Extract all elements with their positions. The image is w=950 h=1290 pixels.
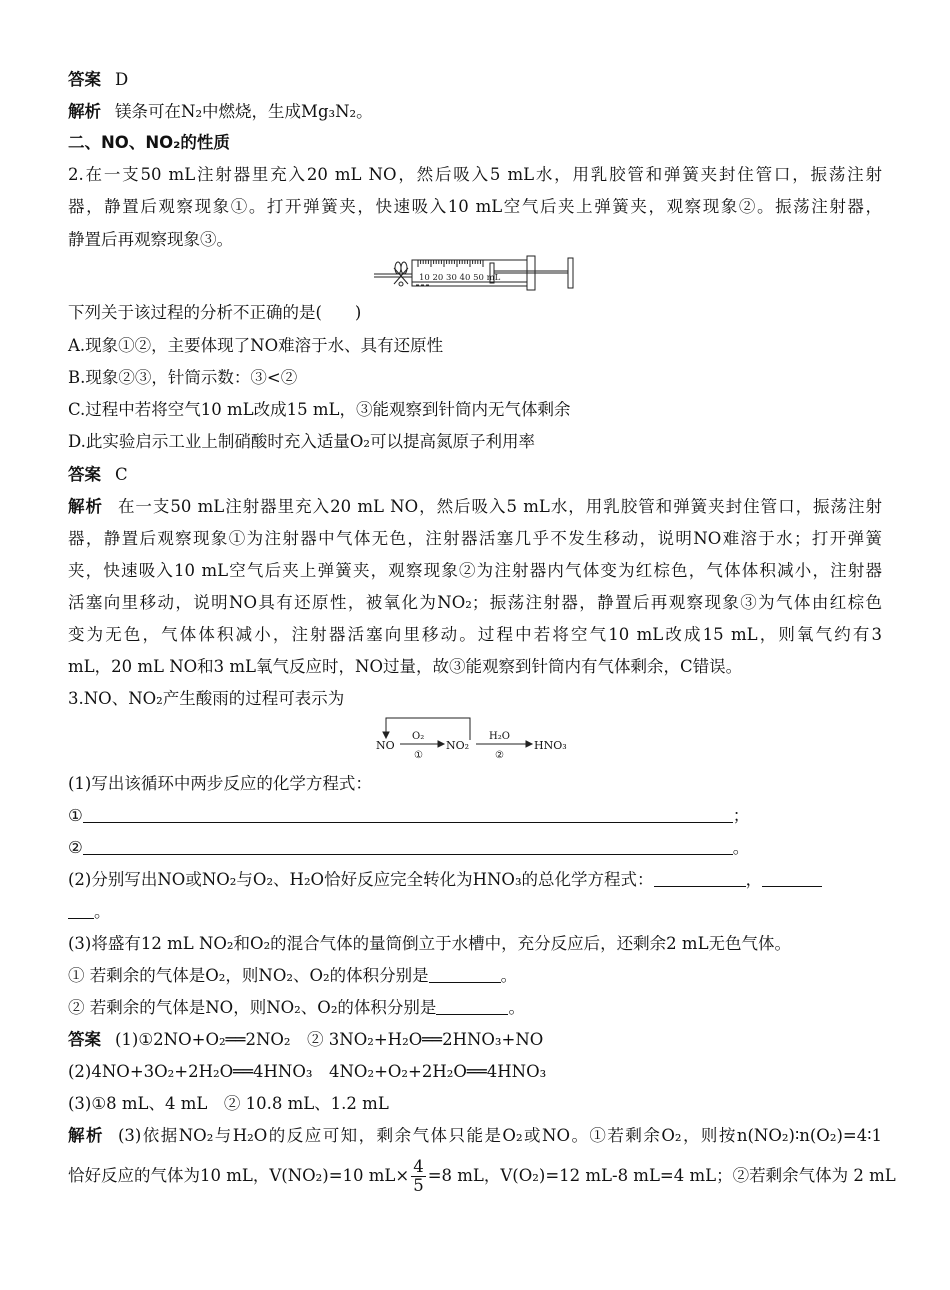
q1-answer-line: [68, 68, 882, 92]
q2-analysis-line-2: 器，静置后观察现象①为注射器中气体无色，注射器活塞几乎不发生移动，说明NO难溶于水；打开弹簧: [68, 529, 882, 548]
diagram-o2: O₂: [412, 731, 425, 742]
q2-stem-line-2: 器，静置后观察现象①。打开弹簧夹，快速吸入10 mL空气后夹上弹簧夹，观察现象②。振荡注射器，: [68, 197, 882, 216]
q2-option-d: D.此实验启示工业上制硝酸时充入适量O₂可以提高氮原子利用率: [68, 432, 536, 451]
diagram-hno3: HNO₃: [534, 739, 567, 752]
q1-analysis-line: [68, 100, 882, 124]
q3-analysis-line-1: 解析 (3)依据NO₂与H₂O的反应可知，剩余气体只能是O₂或NO。①若剩余O₂，则按n(NO₂)∶n(O₂)=4∶1: [68, 1126, 882, 1145]
diagram-no: NO: [376, 739, 395, 752]
q2-option-b: B.现象②③，针筒示数：③<②: [68, 368, 298, 387]
q2-analysis-line-6: mL，20 mL NO和3 mL氧气反应时，NO过量，故③能观察到针筒内有气体剩余，C错误。: [68, 657, 743, 676]
answer-blank[interactable]: [436, 998, 508, 1015]
fraction: $\frac{4}{5}$: [413, 1157, 424, 1195]
syringe-scale-label: 10 20 30 40 50 mL: [419, 273, 501, 283]
answer-blank[interactable]: [68, 902, 94, 919]
q3-answer-line-2: (2)4NO+3O₂+2H₂O══4HNO₃ 4NO₂+O₂+2H₂O══4HNO₃: [68, 1062, 547, 1081]
q1-analysis: 镁条可在N₂中燃烧，生成Mg₃N₂。: [115, 102, 373, 121]
answer-blank[interactable]: [83, 838, 733, 855]
q2-option-a: A.现象①②，主要体现了NO难溶于水、具有还原性: [68, 336, 444, 355]
answer-blank[interactable]: [654, 870, 746, 887]
answer-blank[interactable]: [429, 966, 501, 983]
diagram-h2o: H₂O: [489, 731, 510, 742]
q2-answer: C: [115, 465, 128, 484]
syringe-figure: [372, 254, 582, 294]
q3-analysis-line-2: 恰好反应的气体为10 mL，V(NO₂)=10 mL× $\frac{4}{5}$ =8 mL，V(O₂)=12 mL-8 mL=4 mL；②若剩余气体为 2 mL: [68, 1157, 896, 1195]
q2-stem-line-1: 2.在一支50 mL注射器里充入20 mL NO，然后吸入5 mL水，用乳胶管和弹簧夹封住管口，振荡注射: [68, 165, 882, 184]
answer-blank[interactable]: [83, 806, 733, 823]
q1-answer: D: [115, 70, 129, 89]
answer-label: 答案: [68, 465, 101, 484]
q2-analysis-line-3: 夹，快速吸入10 mL空气后夹上弹簧夹，观察现象②为注射器内气体变为红棕色，气体体积减小，注射器: [68, 561, 882, 580]
q3-part1-blank-1: ① ；: [68, 806, 750, 825]
q3-part3-1: ① 若剩余的气体是O₂，则NO₂、O₂的体积分别是 。: [68, 966, 518, 985]
q3-part1-blank-2: ② 。: [68, 838, 750, 857]
q3-part3-2: ② 若剩余的气体是NO，则NO₂、O₂的体积分别是 。: [68, 998, 525, 1017]
q3-part2-cont: 。: [68, 900, 882, 924]
q3-stem: 3.NO、NO₂产生酸雨的过程可表示为: [68, 689, 345, 708]
q3-part3: (3)将盛有12 mL NO₂和O₂的混合气体的量筒倒立于水槽中，充分反应后，还剩余2 mL无色气体。: [68, 934, 792, 953]
q2-analysis-line-1: [68, 495, 882, 519]
diagram-step2: ②: [495, 750, 504, 761]
q2-answer-line: [68, 463, 882, 487]
diagram-step1: ①: [414, 750, 423, 761]
q3-part2: (2)分别写出NO或NO₂与O₂、H₂O恰好反应完全转化为HNO₃的总化学方程式： ，: [68, 868, 882, 892]
q3-answer-line-1: 答案 (1)①2NO+O₂══2NO₂ ② 3NO₂+H₂O══2HNO₃+NO: [68, 1030, 544, 1049]
q3-part1: (1)写出该循环中两步反应的化学方程式：: [68, 774, 372, 793]
analysis-label: 解析: [68, 497, 103, 516]
q2-analysis-line-4: 活塞向里移动，说明NO具有还原性，被氧化为NO₂；振荡注射器，静置后再观察现象③为气体由红棕色: [68, 593, 882, 612]
q2-stem-line-3: 静置后再观察现象③。: [68, 230, 233, 249]
section-title: 二、NO、NO₂的性质: [68, 133, 230, 152]
acid-rain-cycle-diagram: [372, 712, 582, 764]
answer-label: 答案: [68, 70, 101, 89]
q2-analysis-text-1: 在一支50 mL注射器里充入20 mL NO，然后吸入5 mL水，用乳胶管和弹簧夹封住管口，振荡注射: [116, 497, 882, 516]
q3-answer-line-3: (3)①8 mL、4 mL ② 10.8 mL、1.2 mL: [68, 1094, 389, 1113]
q2-question: 下列关于该过程的分析不正确的是( ): [68, 303, 362, 322]
q2-option-c: C.过程中若将空气10 mL改成15 mL，③能观察到针筒内无气体剩余: [68, 400, 571, 419]
q2-analysis-line-5: 变为无色，气体体积减小，注射器活塞向里移动。过程中若将空气10 mL改成15 mL，则氧气约有3: [68, 625, 882, 644]
diagram-no2: NO₂: [446, 739, 470, 752]
analysis-label: 解析: [68, 1126, 104, 1145]
answer-label: 答案: [68, 1030, 101, 1049]
answer-blank[interactable]: [762, 870, 822, 887]
analysis-label: 解析: [68, 102, 101, 121]
